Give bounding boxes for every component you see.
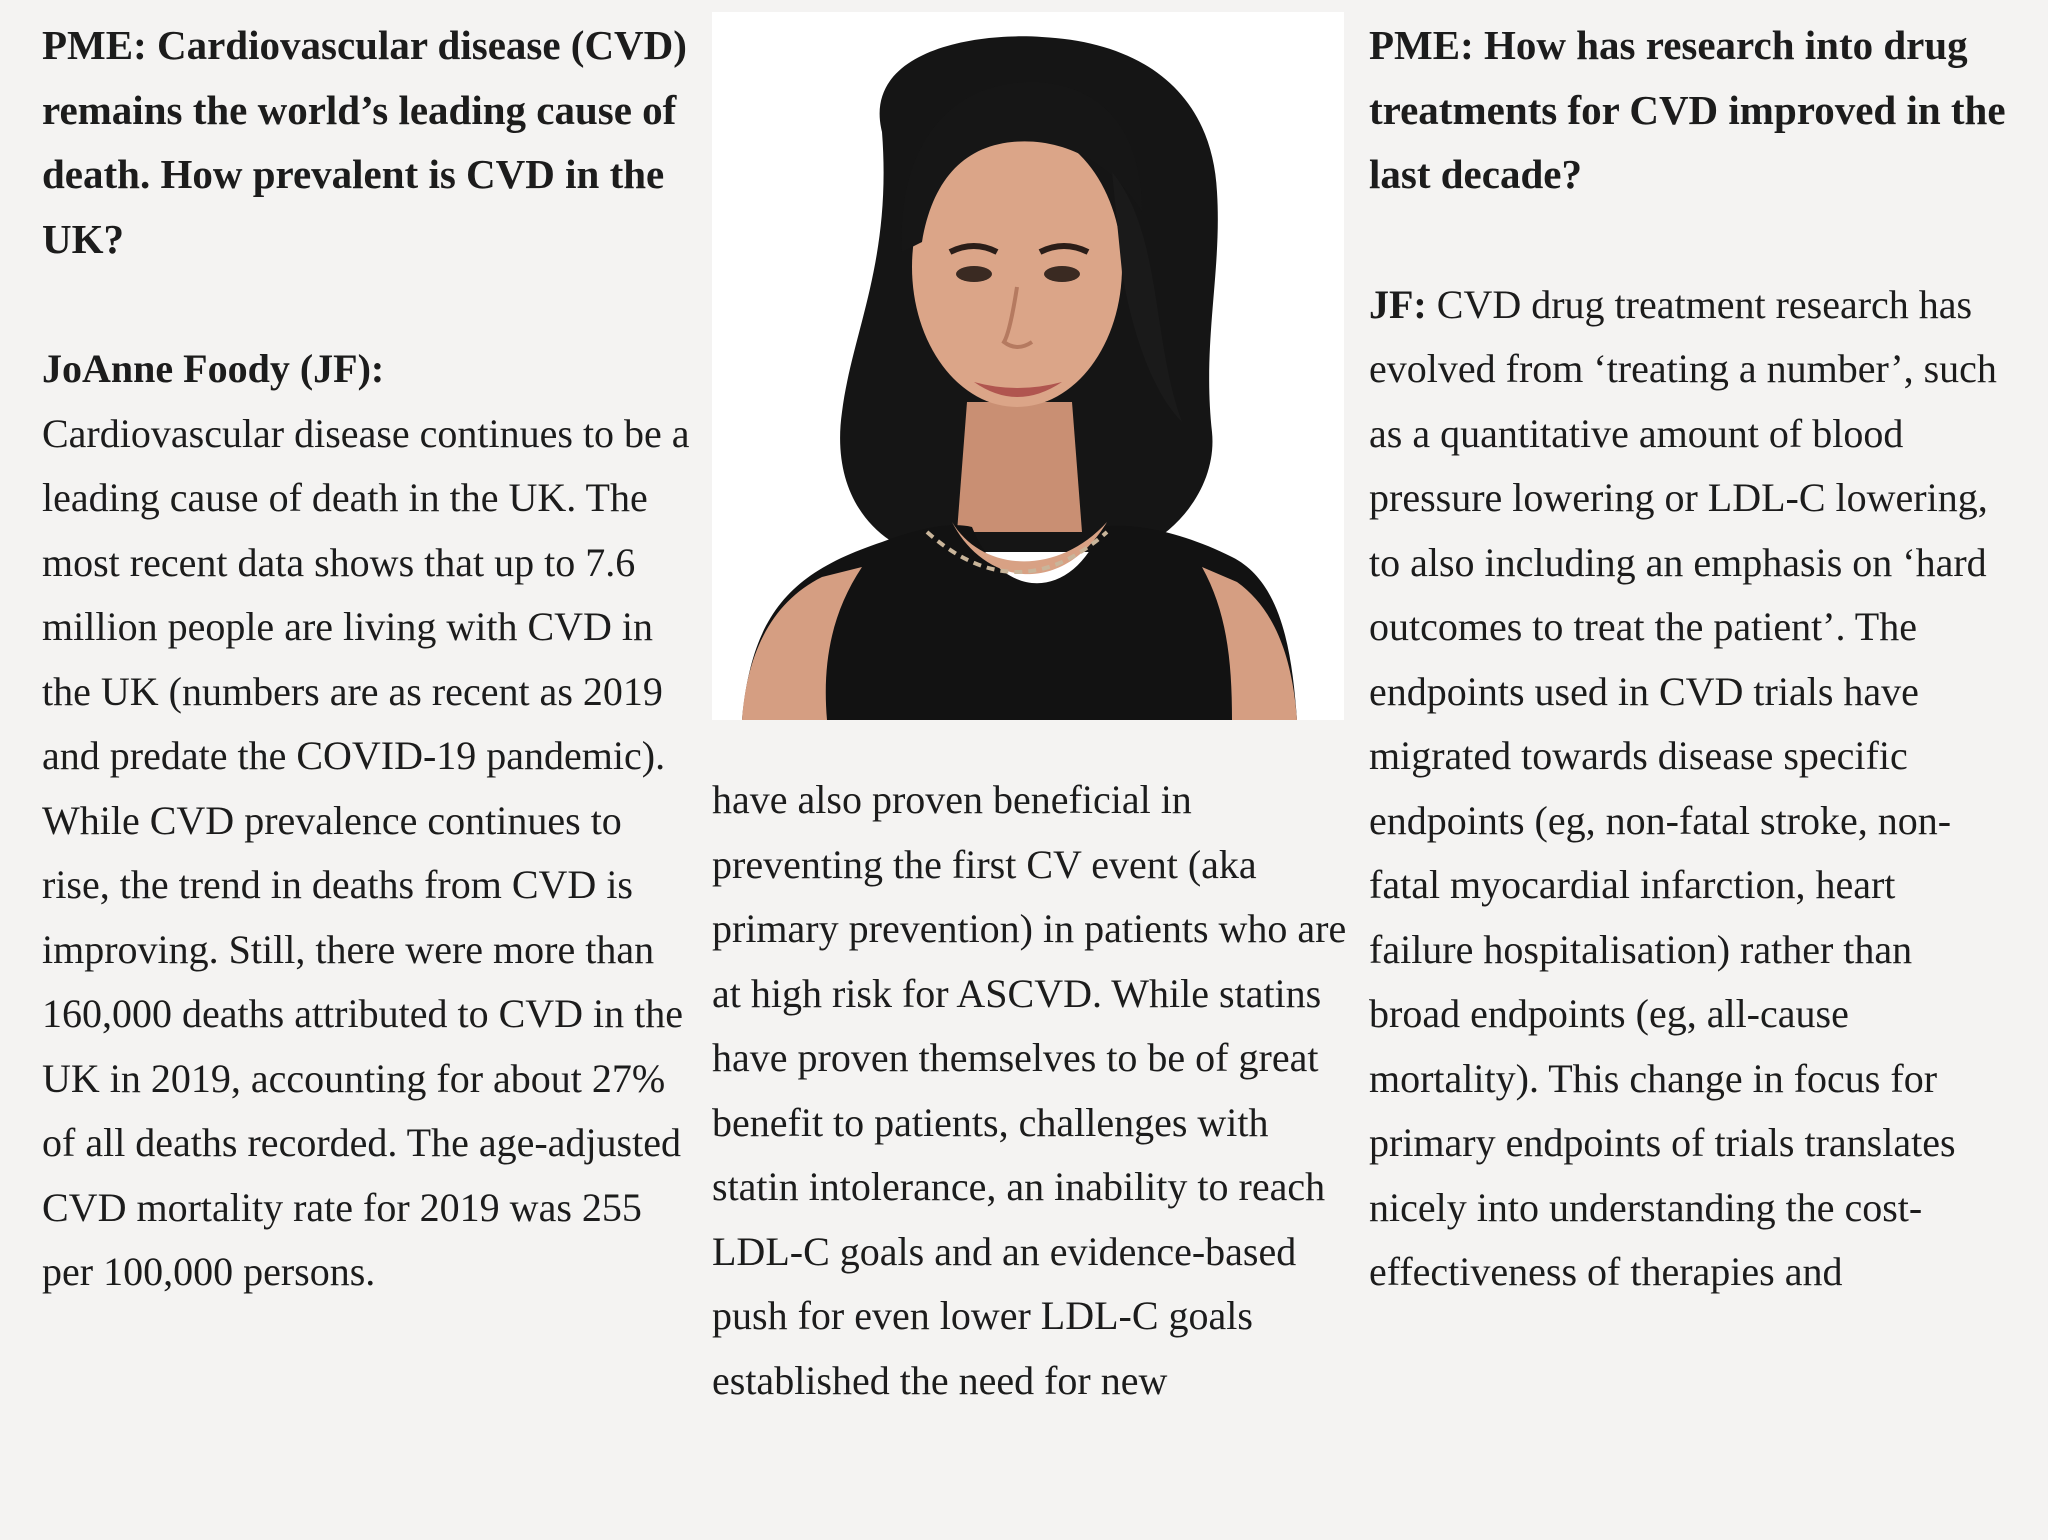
article-column-left	[42, 0, 694, 1305]
interview-answer-research: CVD drug treatment research has evolved from ‘treating a number’, such as a quantitative amount of blood pressure lowering or LDL-C lowering, to also including an emphasis on ‘hard outcomes to treat the patient’. The endpoints used in CVD trials have migrated towards disease specific endpoints (eg, non-fatal stroke, non-fatal myocardial infarction, heart failure hospitalisation) rather than broad endpoints (eg, all-cause mortality). This change in focus for primary endpoints of trials translates nicely into understanding the cost-effectiveness of therapies and	[1369, 281, 1997, 1294]
interview-answer-prevalence: Cardiovascular disease continues to be a leading cause of death in the UK. The most recent data shows that up to 7.6 million people are living with CVD in the UK (numbers are as recent as 2019 and predate the COVID-19 pandemic). While CVD prevalence continues to rise, the trend in deaths from CVD is improving. Still, there were more than 160,000 deaths attributed to CVD in the UK in 2019, accounting for about 27% of all deaths recorded. The age-adjusted CVD mortality rate for 2019 was 255 per 100,000 persons.	[42, 410, 690, 1294]
interview-answer-research-paragraph	[1369, 273, 2009, 1305]
speaker-label-joanne-foody: JoAnne Foody (JF):	[42, 346, 385, 391]
interview-question-prevalence: PME: Cardiovascular disease (CVD) remains the world’s leading cause of death. How prevalent is CVD in the UK?	[42, 22, 687, 262]
speaker-label-jf: JF:	[1369, 281, 1427, 327]
article-text-middle: have also proven beneficial in preventing the first CV event (aka primary prevention) in patients who are at high risk for ASCVD. While statins have proven themselves to be of great benefit to patients, challenges with statin intolerance, an inability to reach LDL-C goals and an evidence-based push for even lower LDL-C goals established the need for new	[712, 777, 1347, 1403]
article-column-right	[1369, 0, 2009, 1305]
portrait-photo	[712, 12, 1344, 720]
interview-question-research: PME: How has research into drug treatments for CVD improved in the last decade?	[1369, 22, 2006, 197]
paragraph-spacer	[42, 271, 694, 337]
paragraph-spacer	[1369, 207, 2009, 273]
portrait-illustration	[712, 12, 1344, 720]
